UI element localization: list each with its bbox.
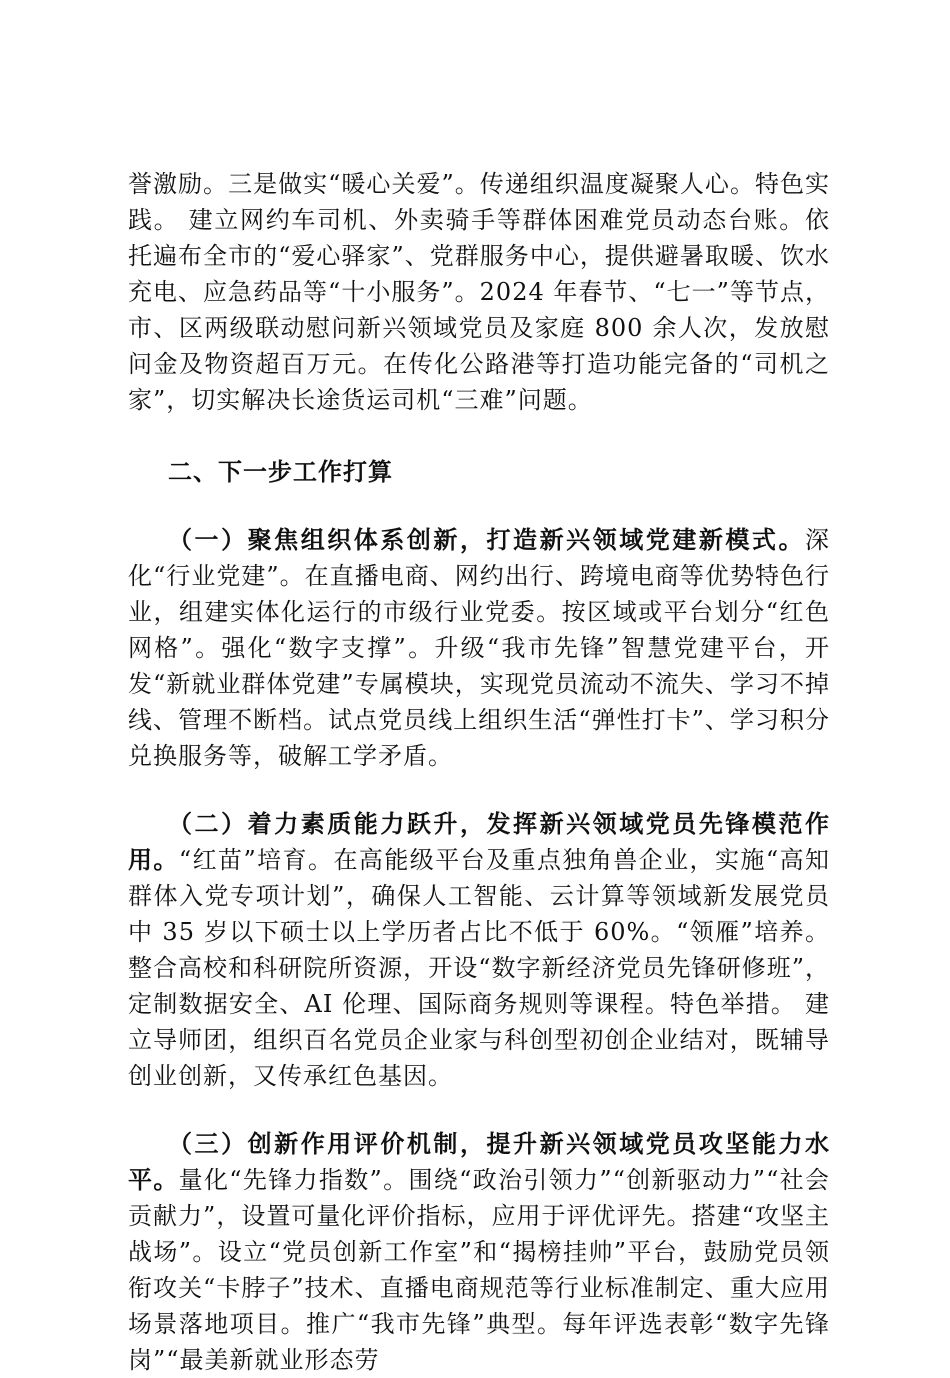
plan-item-title: （二）着力素质能力跃升，发挥新兴领域党员先锋模范作用。: [128, 809, 830, 874]
plan-item-title: （三）创新作用评价机制，提升新兴领域党员攻坚能力水平。: [128, 1129, 830, 1194]
plan-item-2: [128, 806, 830, 1094]
continued-paragraph: 誉激励。三是做实“暖心关爱”。传递组织温度凝聚人心。特色实践。 建立网约车司机、外卖骑手等群体困难党员动态台账。依托遍布全市的“爱心驿家”、党群服务中心，提供避暑取暖、饮水充电、应急药品等“十小服务”。2024 年春节、“七一”等节点，市、区两级联动慰问新兴领域党员及家庭 800 余人次，发放慰问金及物资超百万元。在传化公路港等打造功能完备的“司机之家”，切实解决长途货运司机“三难”问题。: [128, 170, 830, 414]
plan-item-title: （一）聚焦组织体系创新，打造新兴领域党建新模式。: [168, 525, 805, 554]
plan-item-1: [128, 522, 830, 774]
plan-item-body: 量化“先锋力指数”。围绕“政治引领力”“创新驱动力”“社会贡献力”，设置可量化评价指标，应用于评优评先。搭建“攻坚主战场”。设立“党员创新工作室”和“揭榜挂帅”平台，鼓励党员领衔攻关“卡脖子”技术、直播电商规范等行业标准制定、重大应用场景落地项目。推广“我市先锋”典型。每年评选表彰“数字先锋岗”“最美新就业形态劳: [128, 1166, 830, 1374]
plan-item-body: 深化“行业党建”。在直播电商、网约出行、跨境电商等优势特色行业，组建实体化运行的市级行业党委。按区域或平台划分“红色网格”。强化“数字支撑”。升级“我市先锋”智慧党建平台，开发“新就业群体党建”专属模块，实现党员流动不流失、学习不掉线、管理不断档。试点党员线上组织生活“弹性打卡”、学习积分兑换服务等，破解工学矛盾。: [128, 526, 830, 770]
spacer: [128, 1094, 830, 1126]
spacer: [128, 490, 830, 522]
spacer: [128, 418, 830, 454]
section-heading: 二、下一步工作打算: [168, 457, 393, 486]
document-body: [128, 166, 830, 1378]
spacer: [128, 774, 830, 806]
plan-item-3: [128, 1126, 830, 1378]
plan-item-body: “红苗”培育。在高能级平台及重点独角兽企业，实施“高知群体入党专项计划”，确保人工智能、云计算等领域新发展党员中 35 岁以下硕士以上学历者占比不低于 60%。“领雁”培养。整合高校和科研院所资源，开设“数字新经济党员先锋研修班”，定制数据安全、AI 伦理、国际商务规则等课程。特色举措。 建立导师团，组织百名党员企业家与科创型初创企业结对，既辅导创业创新，又传承红色基因。: [128, 846, 830, 1090]
